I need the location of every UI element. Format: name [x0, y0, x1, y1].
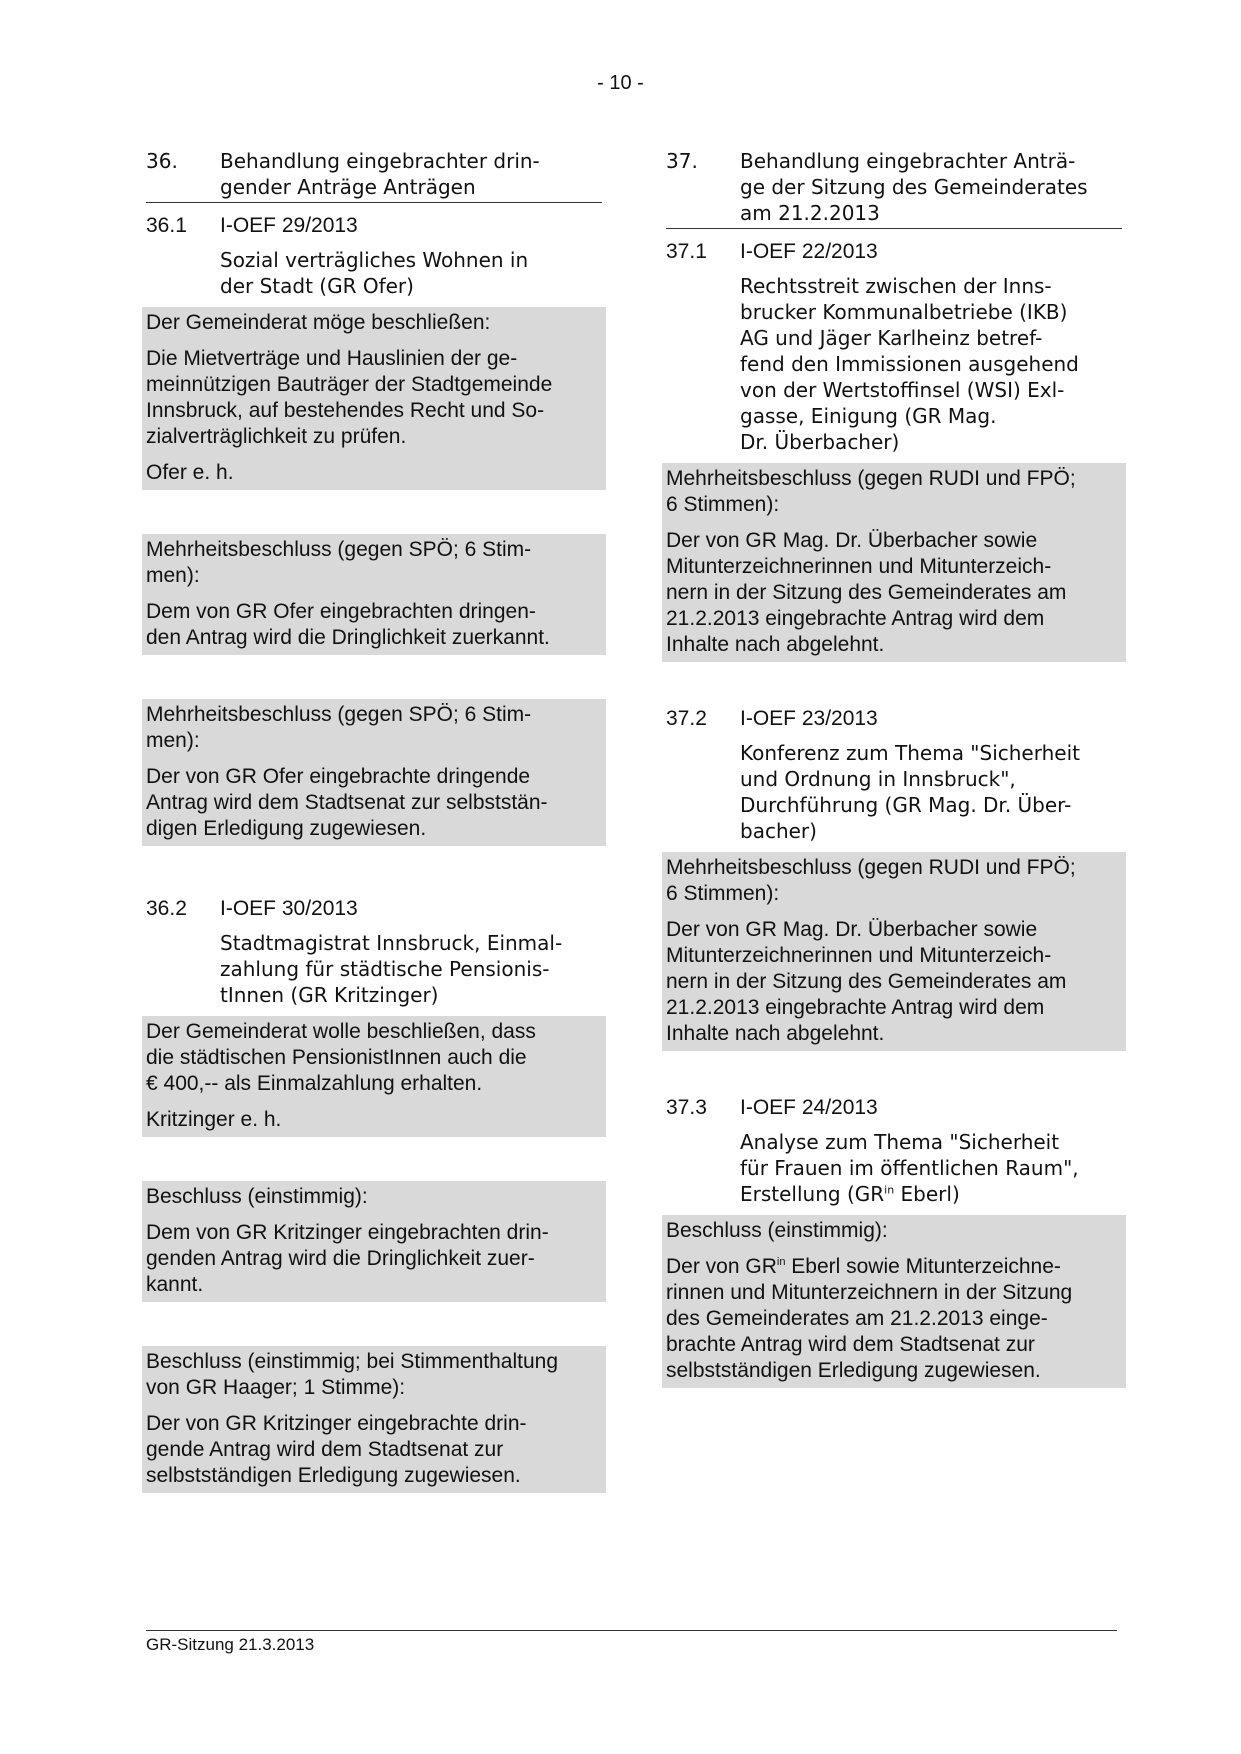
resolution-text: 21.2.2013 eingebrachte Antrag wird dem — [666, 607, 1045, 630]
resolution-box — [142, 534, 606, 655]
item-reference: I-OEF 23/2013 — [740, 707, 878, 730]
section-number: 37. — [666, 149, 698, 173]
resolution-heading: Beschluss (einstimmig; bei Stimmenthaltung — [146, 1350, 559, 1373]
item-subject — [146, 247, 602, 299]
motion-box — [142, 307, 606, 490]
item-reference: I-OEF 29/2013 — [220, 214, 358, 237]
item-subject — [666, 273, 1122, 455]
section-title-line: Behandlung eingebrachter drin- — [220, 149, 540, 173]
item-number: 36.1 — [146, 214, 187, 237]
subject-line: Analyse zum Thema "Sicherheit — [740, 1130, 1060, 1154]
motion-text: Der Gemeinderat wolle beschließen, dass — [146, 1020, 536, 1043]
section-title-line: ge der Sitzung des Gemeinderates — [740, 175, 1088, 199]
motion-text: € 400,-- als Einmalzahlung erhalten. — [146, 1072, 483, 1095]
resolution-text: Antrag wird dem Stadtsenat zur selbststän- — [146, 791, 548, 814]
resolution-heading: Mehrheitsbeschluss (gegen RUDI und FPÖ; — [666, 856, 1076, 879]
section-36-heading — [146, 148, 602, 203]
subject-line: Erstellung ($GR^{in}$ Eberl) — [740, 1182, 960, 1206]
resolution-text: rinnen und Mitunterzeichnern in der Sitzung — [666, 1281, 1073, 1304]
subject-line: Stadtmagistrat Innsbruck, Einmal- — [220, 931, 563, 955]
resolution-box — [662, 1215, 1126, 1388]
resolution-text: nern in der Sitzung des Gemeinderates am — [666, 970, 1067, 993]
resolution-text: des Gemeinderates am 21.2.2013 einge- — [666, 1307, 1048, 1330]
resolution-box — [662, 463, 1126, 662]
motion-heading: Der Gemeinderat möge beschließen: — [146, 311, 491, 334]
section-title-line: am 21.2.2013 — [740, 201, 880, 225]
motion-box — [142, 1016, 606, 1137]
resolution-text: Der von GR Kritzinger eingebrachte drin- — [146, 1412, 527, 1435]
section-title-line: Behandlung eingebrachter Anträ- — [740, 149, 1076, 173]
signature: Kritzinger e. h. — [146, 1108, 282, 1131]
item-subject — [666, 740, 1122, 844]
resolution-heading: von GR Haager; 1 Stimme): — [146, 1376, 406, 1399]
resolution-box — [662, 852, 1126, 1051]
resolution-text: selbstständigen Erledigung zugewiesen. — [666, 1359, 1041, 1382]
subject-line: und Ordnung in Innsbruck", — [740, 767, 1016, 791]
item-37-3-header — [666, 1095, 1122, 1121]
subject-line: Konferenz zum Thema "Sicherheit — [740, 741, 1080, 765]
resolution-heading: Beschluss (einstimmig): — [666, 1219, 888, 1242]
resolution-heading: men): — [146, 564, 200, 587]
footer-text: GR-Sitzung 21.3.2013 — [146, 1635, 315, 1654]
resolution-text: Der von GR Mag. Dr. Überbacher sowie — [666, 918, 1038, 941]
resolution-box — [142, 1181, 606, 1302]
resolution-text: Dem von GR Kritzinger eingebrachten drin- — [146, 1221, 549, 1244]
item-subject — [146, 930, 602, 1008]
motion-text: die städtischen PensionistInnen auch die — [146, 1046, 527, 1069]
subject-line: Dr. Überbacher) — [740, 430, 900, 454]
subject-line: AG und Jäger Karlheinz betref- — [740, 326, 1043, 350]
item-number: 37.1 — [666, 240, 707, 263]
resolution-text: selbstständigen Erledigung zugewiesen. — [146, 1464, 521, 1487]
section-37-heading — [666, 148, 1122, 229]
motion-text: zialverträglichkeit zu prüfen. — [146, 425, 407, 448]
subject-line: von der Wertstoffinsel (WSI) Exl- — [740, 378, 1065, 402]
item-37-1-header — [666, 239, 1122, 265]
subject-line: zahlung für städtische Pensionis- — [220, 957, 550, 981]
resolution-text: brachte Antrag wird dem Stadtsenat zur — [666, 1333, 1035, 1356]
resolution-heading: men): — [146, 729, 200, 752]
resolution-heading: 6 Stimmen): — [666, 493, 780, 516]
motion-text: Die Mietverträge und Hauslinien der ge- — [146, 347, 518, 370]
resolution-text: 21.2.2013 eingebrachte Antrag wird dem — [666, 996, 1045, 1019]
signature: Ofer e. h. — [146, 461, 234, 484]
section-number: 36. — [146, 149, 178, 173]
resolution-text: den Antrag wird die Dringlichkeit zuerkannt. — [146, 626, 550, 649]
resolution-text: kannt. — [146, 1273, 204, 1296]
resolution-box — [142, 699, 606, 846]
item-number: 37.2 — [666, 707, 707, 730]
resolution-heading: Beschluss (einstimmig): — [146, 1185, 368, 1208]
resolution-text: Inhalte nach abgelehnt. — [666, 633, 885, 656]
item-37-2-header — [666, 706, 1122, 732]
resolution-heading: Mehrheitsbeschluss (gegen SPÖ; 6 Stim- — [146, 703, 532, 726]
resolution-text: digen Erledigung zugewiesen. — [146, 817, 427, 840]
item-reference: I-OEF 22/2013 — [740, 240, 878, 263]
resolution-text: Mitunterzeichnerinnen und Mitunterzeich- — [666, 555, 1052, 578]
section-title-line: gender Anträge Anträgen — [220, 175, 476, 199]
left-column — [146, 148, 602, 1493]
resolution-text: Mitunterzeichnerinnen und Mitunterzeich- — [666, 944, 1052, 967]
subject-line: fend den Immissionen ausgehend — [740, 352, 1079, 376]
footer-divider — [146, 1630, 1117, 1631]
item-subject — [666, 1129, 1122, 1207]
resolution-text: genden Antrag wird die Dringlichkeit zuer- — [146, 1247, 535, 1270]
motion-text: meinnützigen Bauträger der Stadtgemeinde — [146, 373, 553, 396]
resolution-box — [142, 1346, 606, 1493]
item-36-2-header — [146, 896, 602, 922]
subject-line: Sozial verträgliches Wohnen in — [220, 248, 529, 272]
subject-line: Durchführung (GR Mag. Dr. Über- — [740, 793, 1072, 817]
resolution-heading: Mehrheitsbeschluss (gegen RUDI und FPÖ; — [666, 467, 1076, 490]
subject-line: der Stadt (GR Ofer) — [220, 274, 414, 298]
resolution-text: Der von GR Mag. Dr. Überbacher sowie — [666, 529, 1038, 552]
subject-line: bacher) — [740, 819, 817, 843]
item-reference: I-OEF 24/2013 — [740, 1096, 878, 1119]
subject-line: gasse, Einigung (GR Mag. — [740, 404, 997, 428]
resolution-text: Der von GR Ofer eingebrachte dringende — [146, 765, 531, 788]
resolution-text: Dem von GR Ofer eingebrachten dringen- — [146, 600, 536, 623]
subject-line: brucker Kommunalbetriebe (IKB) — [740, 300, 1068, 324]
resolution-heading: 6 Stimmen): — [666, 882, 780, 905]
resolution-heading: Mehrheitsbeschluss (gegen SPÖ; 6 Stim- — [146, 538, 532, 561]
motion-text: Innsbruck, auf bestehendes Recht und So- — [146, 399, 545, 422]
resolution-text: Inhalte nach abgelehnt. — [666, 1022, 885, 1045]
subject-line: tInnen (GR Kritzinger) — [220, 983, 439, 1007]
item-reference: I-OEF 30/2013 — [220, 897, 358, 920]
resolution-text: gende Antrag wird dem Stadtsenat zur — [146, 1438, 504, 1461]
subject-line: für Frauen im öffentlichen Raum", — [740, 1156, 1079, 1180]
right-column — [666, 148, 1122, 1388]
item-number: 37.3 — [666, 1096, 707, 1119]
page-number: - 10 - — [597, 72, 644, 94]
resolution-text: nern in der Sitzung des Gemeinderates am — [666, 581, 1067, 604]
resolution-text: Der von $GR^{in}$ Eberl sowie Mitunterzeichne- — [666, 1255, 1061, 1278]
item-number: 36.2 — [146, 897, 187, 920]
item-36-1-header — [146, 213, 602, 239]
subject-line: Rechtsstreit zwischen der Inns- — [740, 274, 1052, 298]
